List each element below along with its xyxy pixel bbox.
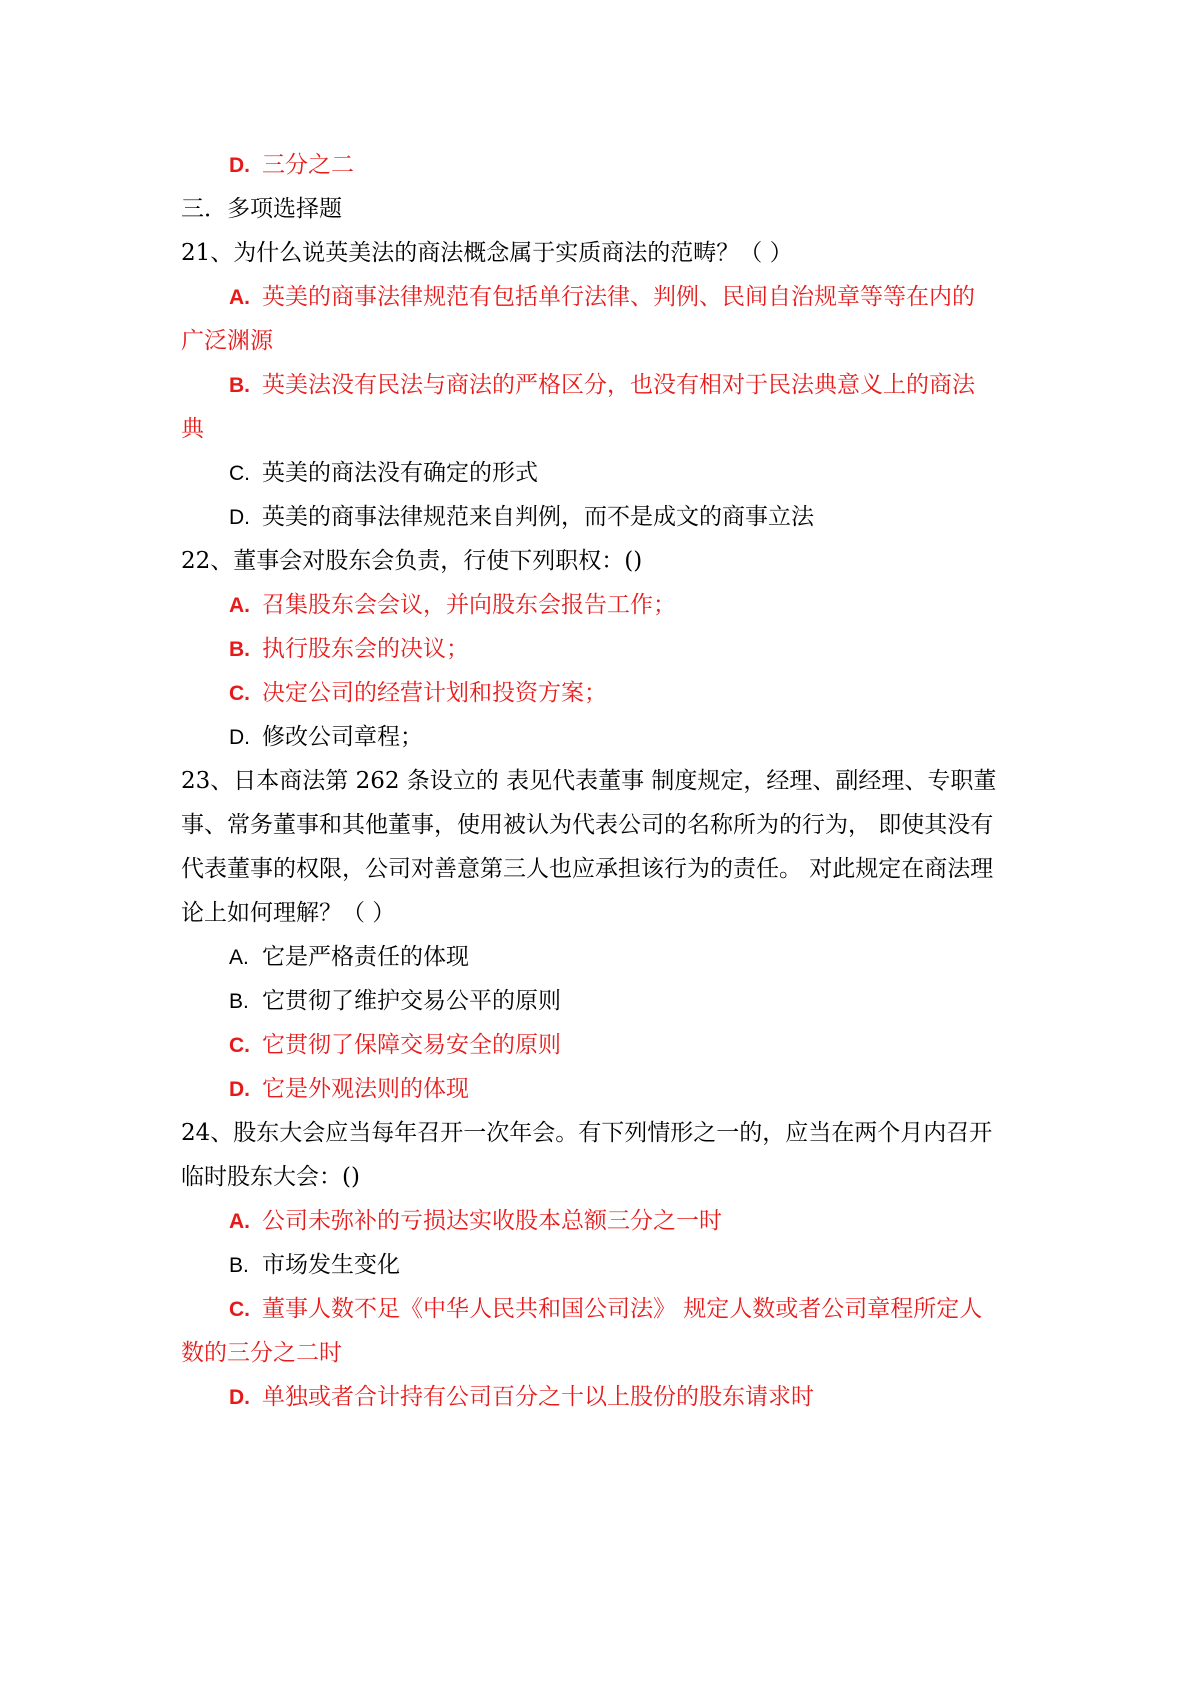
option-text: 它贯彻了保障交易安全的原则 [262,1032,561,1058]
q23-stem-line-4: 论上如何理解？（ ） [181,900,396,926]
option-label: D. [229,154,250,177]
option-label: A. [229,286,250,309]
q21-option-d [229,502,1059,534]
option-text: 它贯彻了维护交易公平的原则 [262,988,561,1014]
q23-option-a [229,942,1059,974]
q24-option-c-continued: 数的三分之二时 [181,1340,342,1366]
option-label: B. [229,1254,249,1277]
option-label: D. [229,726,250,749]
section-title: 三．多项选择题 [181,196,342,222]
option-text: 三分之二 [262,152,354,178]
q24-option-a [229,1206,1059,1238]
option-label: B. [229,638,250,661]
option-text: 公司未弥补的亏损达实收股本总额三分之一时 [262,1208,722,1234]
option-label: B. [229,990,249,1013]
q23-stem-line-3: 代表董事的权限，公司对善意第三人也应承担该行为的责任。 对此规定在商法理 [181,856,994,882]
q21-option-a [229,282,1059,314]
q21-option-b-continued: 典 [181,416,204,442]
option-text: 英美的商事法律规范有包括单行法律、判例、民间自治规章等等在内的 [262,284,975,310]
q22-option-a [229,590,1059,622]
q21-option-c [229,458,1059,490]
option-text: 市场发生变化 [262,1252,400,1278]
option-label: A. [229,1210,250,1233]
option-label: C. [229,462,250,485]
q21-option-a-continued: 广泛渊源 [181,328,273,354]
q23-option-d [229,1074,1059,1106]
q23-stem-line-1: 23、日本商法第 262 条设立的 表见代表董事 制度规定，经理、副经理、专职董 [181,768,997,794]
option-text: 它是严格责任的体现 [262,944,469,970]
q21-option-b [229,370,1059,402]
option-text: 单独或者合计持有公司百分之十以上股份的股东请求时 [262,1384,814,1410]
q23-stem-line-2: 事、常务董事和其他董事，使用被认为代表公司的名称所为的行为， 即使其没有 [181,812,994,838]
option-text: 召集股东会会议，并向股东会报告工作； [262,592,676,618]
option-label: A. [229,946,249,969]
q24-option-d [229,1382,1059,1414]
option-label: D. [229,1078,250,1101]
option-text: 它是外观法则的体现 [262,1076,469,1102]
q23-option-b [229,986,1059,1018]
option-label: C. [229,1298,250,1321]
option-label: B. [229,374,250,397]
option-text: 决定公司的经营计划和投资方案； [262,680,607,706]
option-text: 英美的商事法律规范来自判例，而不是成文的商事立法 [262,504,814,530]
q24-option-b [229,1250,1059,1282]
option-label: C. [229,1034,250,1057]
option-text: 英美法没有民法与商法的严格区分，也没有相对于民法典意义上的商法 [262,372,975,398]
q24-option-c [229,1294,1059,1326]
option-label: D. [229,1386,250,1409]
q24-stem-line-1: 24、股东大会应当每年召开一次年会。有下列情形之一的，应当在两个月内召开 [181,1120,993,1146]
q22-option-d [229,722,1059,754]
q22-option-c [229,678,1059,710]
q23-option-c [229,1030,1059,1062]
option-text: 执行股东会的决议； [262,636,469,662]
q20-option-d [229,150,1059,182]
option-label: A. [229,594,250,617]
q22-stem: 22、董事会对股东会负责，行使下列职权：() [181,548,643,574]
option-text: 修改公司章程； [262,724,423,750]
option-text: 董事人数不足《中华人民共和国公司法》 规定人数或者公司章程所定人 [262,1296,983,1322]
option-label: D. [229,506,250,529]
option-text: 英美的商法没有确定的形式 [262,460,538,486]
q24-stem-line-2: 临时股东大会：() [181,1164,360,1190]
option-label: C. [229,682,250,705]
q22-option-b [229,634,1059,666]
q21-stem: 21、为什么说英美法的商法概念属于实质商法的范畴？（ ） [181,240,793,266]
